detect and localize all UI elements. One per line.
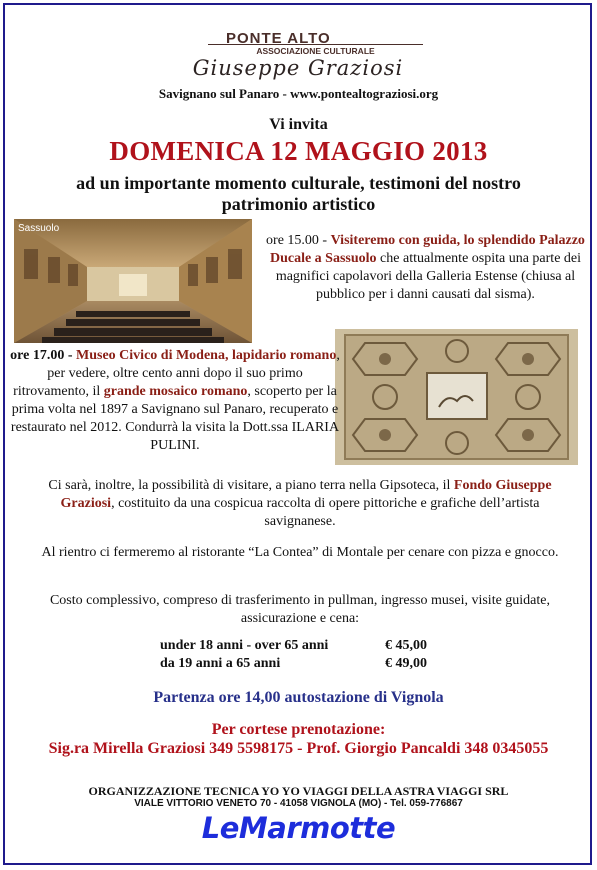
item3-text1: Ci sarà, inoltre, la possibilità di visitare, a piano terra nella Gipsoteca, il xyxy=(48,478,451,493)
logo-title: PONTE ALTO xyxy=(226,30,331,47)
item1-time: ore 15.00 - xyxy=(266,233,328,248)
logo-subtitle: ASSOCIAZIONE CULTURALE xyxy=(208,44,423,56)
item1-highlight: Visiteremo con guida, lo splendido Palazzo Ducale a Sassuolo xyxy=(269,233,585,266)
price-label: da 19 anni a 65 anni xyxy=(160,656,281,671)
le-marmotte-logo: LeMarmotte xyxy=(201,811,396,845)
ponte-alto-logo xyxy=(138,22,433,80)
palazzo-ducale-photo xyxy=(14,219,252,343)
price-row xyxy=(160,637,450,655)
price-value: € 49,00 xyxy=(385,656,427,671)
item2-time: ore 17.00 - xyxy=(10,348,73,363)
logo-signature: Giuseppe Graziosi xyxy=(192,56,404,80)
price-label: under 18 anni - over 65 anni xyxy=(160,638,329,653)
item-gipsoteca xyxy=(40,477,560,531)
item-dinner: Al rientro ci fermeremo al ristorante “La Contea” di Montale per cenare con pizza e gnocco. xyxy=(41,545,559,560)
item-palazzo-ducale xyxy=(258,232,593,304)
item2-highlight: Museo Civico di Modena, lapidario romano xyxy=(76,348,337,363)
item2-highlight2: grande mosaico romano xyxy=(103,384,248,399)
item3-text2: , costituito da una cospicua raccolta di opere pittoriche e grafiche dell’artista savignanese. xyxy=(111,496,540,529)
event-date-title: DOMENICA 12 MAGGIO 2013 xyxy=(109,136,488,166)
photo-caption: Sassuolo xyxy=(18,223,60,234)
item2-text2: , scoperto per la prima volta nel 1897 a Savignano sul Panaro, recuperato e restaurato nel 2012. Condurrà la visita la Dott.ssa ILARIA PULINI. xyxy=(10,384,340,453)
price-table xyxy=(160,637,450,673)
subtitle-line-2: patrimonio artistico xyxy=(221,194,376,214)
item3-highlight: Fondo Giuseppe Graziosi xyxy=(60,478,552,511)
roman-mosaic-photo xyxy=(335,329,578,465)
cost-intro: Costo complessivo, compreso di trasferimento in pullman, ingresso musei, visite guidate, assicurazione e cena: xyxy=(49,593,551,626)
price-row xyxy=(160,655,450,673)
subtitle xyxy=(0,173,597,215)
departure-info: Partenza ore 14,00 autostazione di Vignola xyxy=(153,689,444,706)
site-line[interactable]: Savignano sul Panaro - www.pontealtograziosi.org xyxy=(158,86,439,101)
organizer-line: ORGANIZZAZIONE TECNICA YO YO VIAGGI DELLA ASTRA VIAGGI SRL xyxy=(88,784,509,798)
price-value: € 45,00 xyxy=(385,638,427,653)
invite-text: Vi invita xyxy=(269,116,328,133)
booking-contacts: Sig.ra Mirella Graziosi 349 5598175 - Prof. Giorgio Pancaldi 348 0345055 xyxy=(48,740,549,757)
subtitle-line-1: ad un importante momento culturale, testimoni del nostro xyxy=(76,173,521,193)
organizer-address: VIALE VITTORIO VENETO 70 - 41058 VIGNOLA (MO) - Tel. 059-776867 xyxy=(134,798,463,809)
booking-title: Per cortese prenotazione: xyxy=(211,721,386,738)
item-museo-civico xyxy=(10,347,340,455)
item1-text: che attualmente ospita una parte dei magnifici capolavori della Galleria Estense (chiusa al pubblico per i danni causati dal sisma). xyxy=(275,251,582,302)
item2-text1: , per vedere, oltre cento anni dopo il suo primo ritrovamento, il xyxy=(13,348,340,399)
